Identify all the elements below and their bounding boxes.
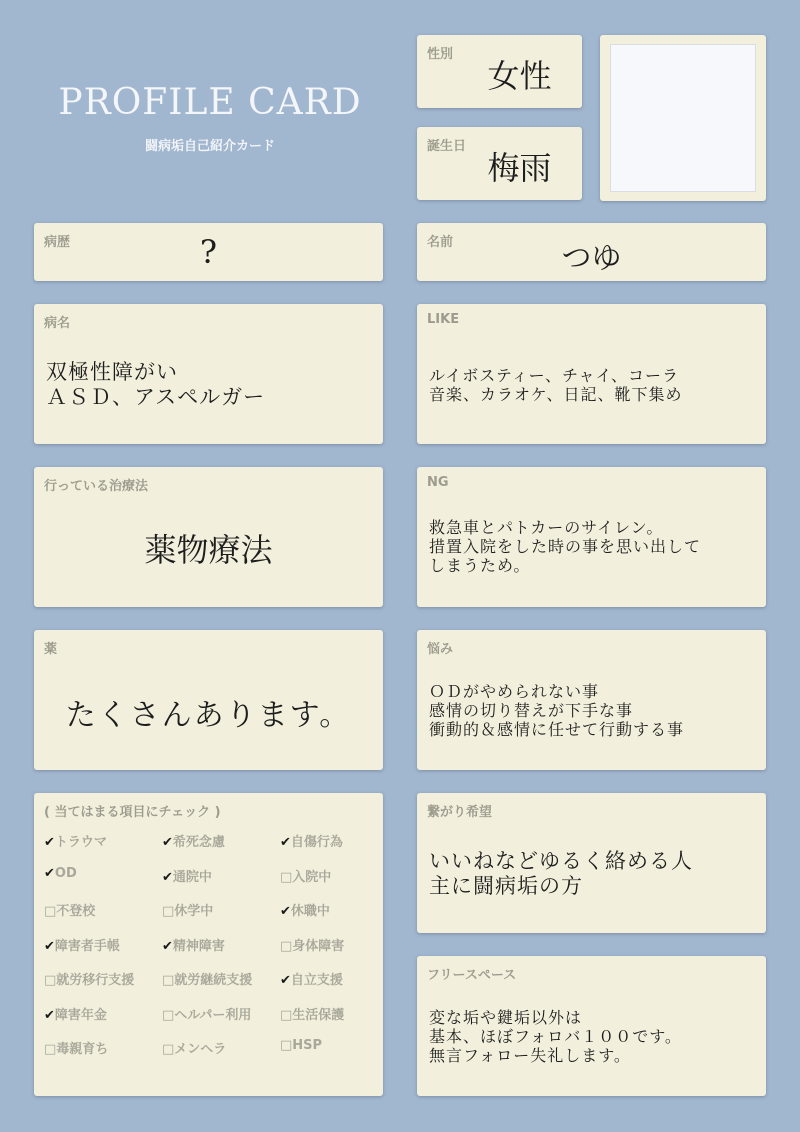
checkbox-checked-icon[interactable]: ✔ (44, 938, 55, 954)
gender-value: 女性 (487, 57, 552, 95)
ng-line: 救急車とパトカーのサイレン。 (429, 518, 664, 537)
checklist-item-label: 入院中 (292, 869, 332, 885)
history-value: ? (199, 233, 218, 271)
checklist-item-label: 生活保護 (292, 1007, 345, 1023)
worries-label: 悩み (427, 642, 454, 657)
checklist-item-label: 自傷行為 (290, 835, 343, 850)
history-label: 病歴 (44, 235, 71, 250)
checkbox-checked-icon[interactable]: ✔ (280, 835, 291, 850)
checklist-item[interactable] (44, 935, 120, 954)
checkbox-checked-icon[interactable]: ✔ (280, 904, 291, 919)
checkbox-checked-icon[interactable]: ✔ (44, 835, 55, 850)
checkbox-empty-icon[interactable]: □ (44, 973, 57, 988)
worries-box (417, 630, 766, 770)
free-line: 基本、ほぼフォロバ１００です。 (429, 1027, 682, 1046)
connect-label: 繋がり希望 (427, 805, 493, 820)
worries-line: 感情の切り替えが下手な事 (429, 701, 634, 720)
checklist-item[interactable] (280, 1038, 322, 1053)
checkbox-checked-icon[interactable]: ✔ (44, 1007, 55, 1023)
checkbox-empty-icon[interactable]: □ (162, 904, 175, 919)
ng-line: 措置入院をした時の事を思い出して (429, 537, 702, 556)
checklist-item-label: トラウマ (54, 835, 107, 850)
free-line: 変な垢や鍵垢以外は (429, 1008, 583, 1027)
checkbox-empty-icon[interactable]: □ (280, 938, 293, 954)
checklist-label: ( 当てはまる項目にチェック ) (44, 805, 221, 820)
diagnosis-text (46, 360, 375, 410)
birthday-value: 梅雨 (487, 149, 552, 187)
photo-frame (600, 35, 766, 201)
checklist-item[interactable] (44, 1004, 107, 1023)
checklist-item[interactable] (162, 1038, 226, 1057)
worries-text (429, 682, 758, 739)
free-label: フリースペース (427, 968, 517, 983)
medicine-label: 薬 (44, 642, 58, 657)
checklist-item[interactable] (162, 866, 212, 885)
checkbox-empty-icon[interactable]: □ (280, 1007, 293, 1023)
checklist-item-label: HSP (292, 1038, 323, 1053)
checklist-item-label: 希死念慮 (172, 835, 225, 850)
connect-line: 主に闘病垢の方 (429, 874, 583, 898)
diagnosis-line: ＡＳＤ、アスペルガー (46, 385, 266, 409)
checkbox-empty-icon[interactable]: □ (280, 1038, 293, 1053)
gender-box (417, 35, 582, 108)
history-box (34, 223, 383, 281)
ng-label: NG (427, 475, 449, 490)
checklist-item-label: 自立支援 (290, 973, 343, 988)
checklist-item-label: 休職中 (290, 904, 330, 919)
checklist-item[interactable] (162, 1004, 251, 1023)
checklist-item-label: 休学中 (174, 904, 214, 919)
free-line: 無言フォロー失礼します。 (429, 1046, 631, 1065)
checkbox-checked-icon[interactable]: ✔ (280, 973, 291, 988)
like-label: LIKE (427, 312, 460, 327)
checklist-item-label: メンヘラ (174, 1042, 227, 1057)
checklist-item[interactable] (280, 831, 343, 850)
checklist-item[interactable] (44, 866, 77, 881)
checklist-item[interactable] (162, 935, 225, 954)
checkbox-empty-icon[interactable]: □ (44, 904, 57, 919)
diagnosis-label: 病名 (44, 316, 71, 331)
checkbox-empty-icon[interactable]: □ (162, 1042, 175, 1057)
checklist-item-label: ヘルパー利用 (174, 1007, 252, 1023)
checklist-item[interactable] (44, 831, 107, 850)
free-text (429, 1008, 758, 1065)
free-box (417, 956, 766, 1096)
checkbox-empty-icon[interactable]: □ (280, 869, 293, 885)
treatment-label: 行っている治療法 (44, 479, 149, 494)
checkbox-checked-icon[interactable]: ✔ (44, 865, 55, 881)
checkbox-checked-icon[interactable]: ✔ (162, 938, 173, 954)
checkbox-empty-icon[interactable]: □ (162, 973, 175, 988)
connect-line: いいねなどゆるく絡める人 (429, 849, 693, 873)
like-line: ルイボスティー、チャイ、コーラ (429, 366, 680, 385)
card-subtitle: 闘病垢自己紹介カード (144, 139, 275, 154)
worries-line: ＯＤがやめられない事 (429, 682, 600, 701)
card-title: PROFILE CARD (58, 82, 362, 123)
checklist-item[interactable] (280, 1004, 344, 1023)
checklist-item[interactable] (162, 900, 213, 919)
treatment-box (34, 467, 383, 607)
worries-line: 衝動的＆感情に任せて行動する事 (429, 720, 685, 739)
photo-placeholder (610, 44, 756, 192)
medicine-box (34, 630, 383, 770)
checklist-item[interactable] (44, 969, 134, 988)
checklist-item-label: 毒親育ち (56, 1042, 109, 1057)
like-box (417, 304, 766, 444)
ng-text (429, 518, 758, 575)
checklist-item-label: 障害者手帳 (54, 938, 120, 954)
checklist-item-label: 就労移行支援 (56, 973, 135, 988)
checkbox-empty-icon[interactable]: □ (44, 1042, 57, 1057)
birthday-box (417, 127, 582, 200)
treatment-value: 薬物療法 (144, 531, 273, 569)
name-box (417, 223, 766, 281)
checklist-item[interactable] (44, 900, 95, 919)
ng-box (417, 467, 766, 607)
name-value: つゆ (561, 241, 622, 276)
gender-label: 性別 (427, 47, 454, 62)
checklist-item-label: 精神障害 (172, 938, 225, 954)
checklist-item-label: 身体障害 (292, 938, 345, 954)
checklist-item[interactable] (280, 866, 331, 885)
checklist-item-label: 就労継続支援 (174, 973, 253, 988)
ng-line: しまうため。 (429, 556, 531, 575)
checklist-item-label: 障害年金 (54, 1007, 107, 1023)
checklist-item[interactable] (162, 969, 252, 988)
checkbox-checked-icon[interactable]: ✔ (162, 869, 173, 885)
checkbox-empty-icon[interactable]: □ (162, 1007, 175, 1023)
checklist-item[interactable] (280, 900, 330, 919)
like-line: 音楽、カラオケ、日記、靴下集め (429, 385, 683, 404)
diagnosis-line: 双極性障がい (46, 360, 178, 384)
checklist-item[interactable] (280, 935, 344, 954)
checkbox-checked-icon[interactable]: ✔ (162, 835, 173, 850)
diagnosis-box (34, 304, 383, 444)
checklist-item[interactable] (280, 969, 343, 988)
like-text (429, 366, 758, 404)
checklist-item[interactable] (44, 1038, 108, 1057)
connect-text (429, 849, 758, 899)
checklist-box (34, 793, 383, 1096)
birthday-label: 誕生日 (427, 139, 467, 154)
medicine-value: たくさんあります。 (65, 698, 352, 733)
checklist-item-label: 通院中 (172, 869, 212, 885)
checklist-item[interactable] (162, 831, 225, 850)
checklist-item-label: OD (54, 865, 77, 881)
connect-box (417, 793, 766, 933)
name-label: 名前 (427, 235, 454, 250)
checklist-item-label: 不登校 (56, 904, 96, 919)
